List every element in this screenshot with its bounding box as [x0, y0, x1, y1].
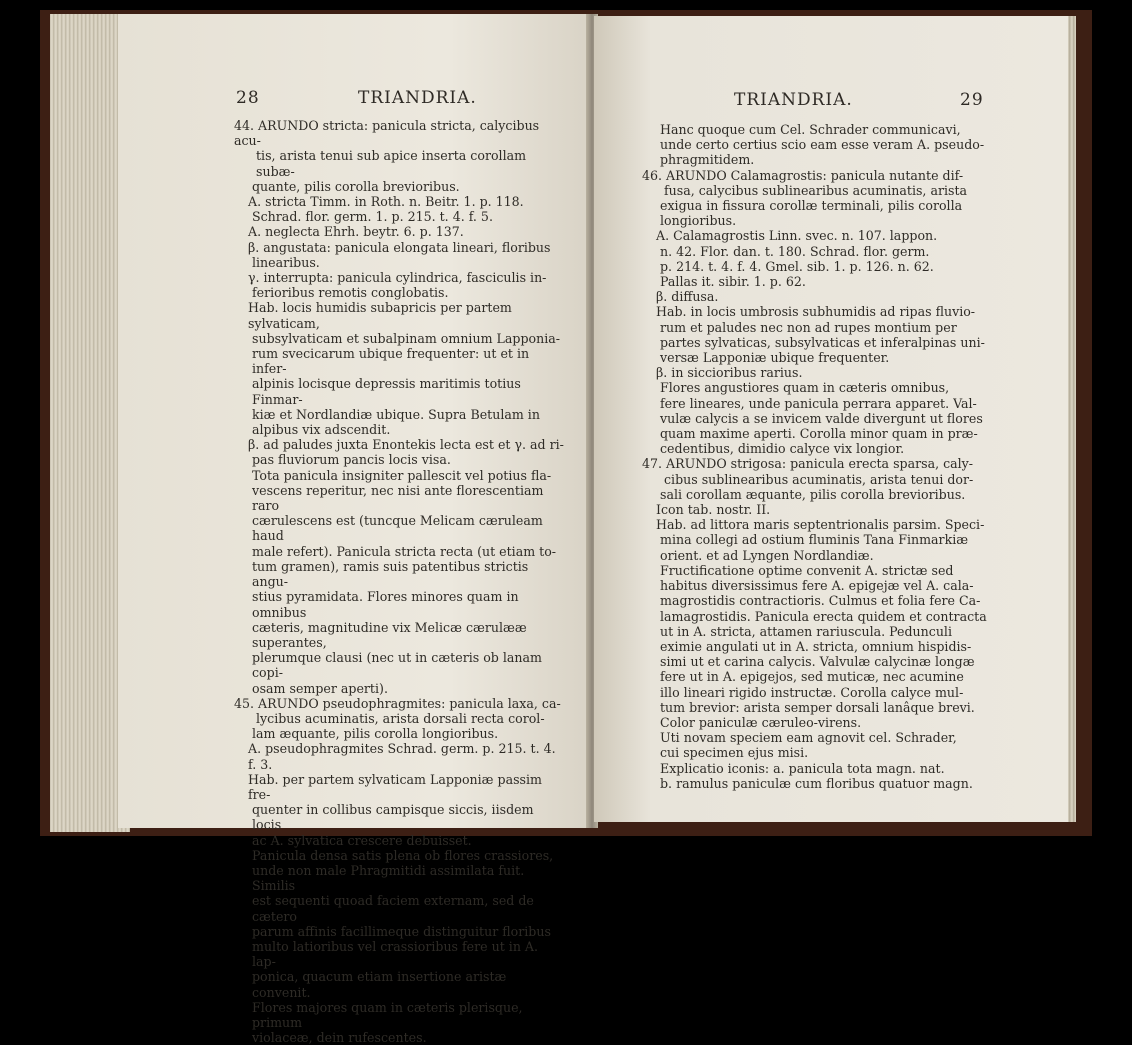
text-line: Pallas it. sibir. 1. p. 62.	[660, 274, 806, 290]
text-line: cærulescens est (tuncque Melicam cæruleam haud	[252, 513, 543, 544]
text-line: magrostidis contractioris. Culmus et folia fere Ca-	[660, 593, 981, 609]
text-line: sali corollam æquante, pilis corolla brevioribus.	[660, 486, 966, 502]
right-page	[594, 16, 1068, 822]
text-line: quam maxime aperti. Corolla minor quam in præ-	[660, 426, 978, 442]
text-line: rum et paludes nec non ad rupes montium per	[660, 319, 957, 335]
text-line: 44. ARUNDO stricta: panicula stricta, calycibus acu-	[234, 118, 540, 149]
text-line: versæ Lapponiæ ubique frequenter.	[660, 350, 890, 366]
text-line: est sequenti quoad faciem externam, sed de cætero	[252, 893, 534, 924]
text-line: cibus sublinearibus acuminatis, arista tenui dor-	[664, 471, 974, 487]
text-line: Flores majores quam in cæteris plerisque, primum	[252, 999, 523, 1030]
text-line: fusa, calycibus sublinearibus acuminatis, arista	[664, 182, 968, 198]
text-line: γ. interrupta: panicula cylindrica, fasciculis in-	[248, 270, 547, 286]
text-line: 46. ARUNDO Calamagrostis: panicula nutante dif-	[642, 167, 964, 183]
text-line: subsylvaticam et subalpinam omnium Lapponia-	[252, 330, 560, 346]
text-line: kiæ et Nordlandiæ ubique. Supra Betulam in	[252, 406, 540, 422]
text-line: Icon tab. nostr. II.	[656, 502, 771, 518]
text-line: Schrad. flor. germ. 1. p. 215. t. 4. f. 5.	[252, 209, 493, 225]
running-head-right: TRIANDRIA.	[734, 90, 853, 110]
text-line: unde certo certius scio eam esse veram A. pseudo-	[660, 137, 985, 153]
text-line: simi ut et carina calycis. Valvulæ calycinæ longæ	[660, 654, 975, 670]
text-line: vulæ calycis a se invicem valde divergunt ut flores	[660, 410, 983, 426]
text-line: fere ut in A. epigejos, sed muticæ, nec acumine	[660, 669, 964, 685]
text-line: b. ramulus paniculæ cum floribus quatuor magn.	[660, 775, 973, 791]
text-line: quenter in collibus campisque siccis, iisdem locis	[252, 802, 534, 833]
text-line: A. stricta Timm. in Roth. n. Beitr. 1. p. 118.	[248, 194, 524, 210]
text-line: partes sylvaticas, subsylvaticas et inferalpinas uni-	[660, 334, 985, 350]
text-line: alpinis locisque depressis maritimis totius Finmar-	[252, 376, 521, 407]
text-line: Explicatio iconis: a. panicula tota magn. nat.	[660, 760, 945, 776]
text-line: A. neglecta Ehrh. beytr. 6. p. 137.	[248, 224, 464, 240]
text-line: tum brevior: arista semper dorsali lanâque brevi.	[660, 699, 975, 715]
text-line: eximie angulati ut in A. stricta, omnium hispidis-	[660, 638, 972, 654]
text-line: ponica, quacum etiam insertione aristæ convenit.	[252, 969, 507, 1000]
text-line: ut in A. stricta, attamen rariuscula. Pedunculi	[660, 623, 952, 639]
text-line: exigua in fissura corollæ terminali, pilis corolla	[660, 198, 963, 214]
text-line: β. in siccioribus rarius.	[656, 365, 803, 381]
text-line: A. pseudophragmites Schrad. germ. p. 215. t. 4. f. 3.	[248, 741, 556, 772]
text-line: fere lineares, unde panicula perrara apparet. Val-	[660, 395, 977, 411]
text-line: parum affinis facillimeque distinguitur floribus	[252, 923, 551, 939]
text-line: rum svecicarum ubique frequenter: ut et in infer-	[252, 346, 530, 377]
text-line: illo lineari rigido instructæ. Corolla calyce mul-	[660, 684, 964, 700]
text-line: phragmitidem.	[660, 152, 755, 168]
text-line: mina collegi ad ostium fluminis Tana Finmarkiæ	[660, 532, 969, 548]
text-line: lam æquante, pilis corolla longioribus.	[252, 726, 499, 742]
text-line: unde non male Phragmitidi assimilata fuit. Similis	[252, 862, 525, 894]
text-line: lamagrostidis. Panicula erecta quidem et contracta	[660, 608, 987, 624]
text-line: lycibus acuminatis, arista dorsali recta corol-	[256, 710, 545, 726]
text-line: n. 42. Flor. dan. t. 180. Schrad. flor. germ.	[660, 243, 930, 259]
text-line: orient. et ad Lyngen Nordlandiæ.	[660, 547, 874, 563]
text-line: Panicula densa satis plena ob flores crassiores,	[252, 847, 554, 863]
text-line: quante, pilis corolla brevioribus.	[252, 178, 460, 194]
text-line: β. angustata: panicula elongata lineari, floribus	[248, 239, 551, 255]
text-line: cui specimen ejus misi.	[660, 745, 809, 761]
left-page	[118, 14, 590, 1045]
text-line: Hab. per partem sylvaticam Lapponiæ passim fre-	[248, 771, 542, 802]
text-line: Color paniculæ cæruleo-virens.	[660, 714, 862, 730]
text-line: multo latioribus vel crassioribus fere ut in A. lap-	[252, 938, 539, 970]
text-line: ferioribus remotis conglobatis.	[252, 285, 449, 301]
text-line: osam semper aperti).	[252, 680, 388, 696]
text-line: Fructificatione optime convenit A. strictæ sed	[660, 562, 954, 578]
text-line: male refert). Panicula stricta recta (ut etiam to-	[252, 543, 557, 559]
text-line: Hab. ad littora maris septentrionalis parsim. Speci-	[656, 517, 985, 533]
text-line: Hab. in locis umbrosis subhumidis ad ripas fluvio-	[656, 304, 976, 320]
running-head-left: TRIANDRIA.	[358, 88, 477, 108]
text-line: tis, arista tenui sub apice inserta corollam subæ-	[256, 148, 527, 179]
text-line: alpibus vix adscendit.	[252, 422, 391, 438]
text-line: Uti novam speciem eam agnovit cel. Schrader,	[660, 730, 957, 746]
text-line: habitus diversissimus fere A. epigejæ vel A. cala-	[660, 578, 974, 594]
text-line: Hab. locis humidis subapricis per partem sylvaticam,	[248, 300, 512, 331]
text-line: plerumque clausi (nec ut in cæteris ob lanam copi-	[252, 650, 542, 681]
text-line: cæteris, magnitudine vix Melicæ cærulææ superantes,	[252, 619, 527, 650]
page-number-right: 29	[960, 90, 984, 110]
text-line: violaceæ, dein rufescentes.	[252, 1030, 427, 1045]
text-line: stius pyramidata. Flores minores quam in omnibus	[252, 589, 519, 620]
right-page-text	[642, 122, 1022, 791]
text-line: β. ad paludes juxta Enontekis lecta est et γ. ad ri-	[248, 437, 564, 453]
page-number-left: 28	[236, 88, 260, 108]
text-line: Hanc quoque cum Cel. Schrader communicavi,	[660, 122, 961, 137]
text-line: cedentibus, dimidio calyce vix longior.	[660, 441, 905, 457]
text-line: β. diffusa.	[656, 289, 719, 305]
text-line: p. 214. t. 4. f. 4. Gmel. sib. 1. p. 126. n. 62.	[660, 258, 934, 274]
text-line: pas fluviorum pancis locis visa.	[252, 452, 451, 468]
text-line: vescens reperitur, nec nisi ante florescentiam raro	[252, 482, 544, 514]
text-line: tum gramen), ramis suis patentibus strictis angu-	[252, 558, 529, 590]
text-line: longioribus.	[660, 213, 737, 229]
text-line: linearibus.	[252, 254, 320, 270]
text-line: ac A. sylvatica crescere debuisset.	[252, 832, 472, 848]
text-line: 45. ARUNDO pseudophragmites: panicula laxa, ca-	[234, 695, 561, 711]
text-line: Tota panicula insigniter pallescit vel potius fla-	[252, 467, 552, 483]
text-line: A. Calamagrostis Linn. svec. n. 107. lappon.	[656, 228, 938, 244]
left-page-text	[234, 118, 564, 1045]
text-line: 47. ARUNDO strigosa: panicula erecta sparsa, caly-	[642, 456, 974, 472]
text-line: Flores angustiores quam in cæteris omnibus,	[660, 380, 950, 396]
